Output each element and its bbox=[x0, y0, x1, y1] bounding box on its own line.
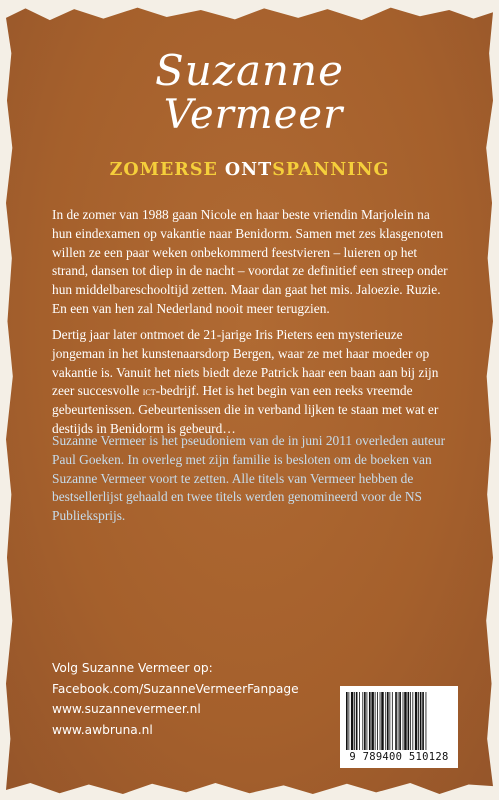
barcode-bar bbox=[367, 692, 368, 750]
barcode-bar bbox=[422, 692, 424, 750]
blurb-paragraph-1: In de zomer van 1988 gaan Nicole en haar beste vriendin Marjolein na hun eindexamen op vakantie naar Benidorm. Samen met zes klasgenoten willen ze een paar weken onbekommerd feestvieren – luieren op het strand, dansen tot diep in de nacht – voordat ze definitief een streep onder hun middelbareschooltijd zetten. Maar dan gaat het mis. Jaloezie. Ruzie. En een van hen zal Nederland nooit meer terugzien. bbox=[52, 207, 448, 316]
follow-heading: Volg Suzanne Vermeer op: bbox=[52, 661, 213, 675]
ict-abbreviation: ict bbox=[142, 384, 156, 399]
barcode-bar bbox=[371, 692, 373, 750]
blurb-paragraph-2 bbox=[52, 326, 452, 439]
author-logo bbox=[0, 48, 499, 136]
barcode-bar bbox=[351, 692, 353, 750]
series-subtitle bbox=[0, 160, 499, 180]
barcode-bar bbox=[364, 692, 366, 750]
barcode-bar bbox=[410, 692, 411, 750]
barcode-bar bbox=[426, 692, 427, 750]
barcode bbox=[340, 686, 458, 768]
barcode-bar bbox=[354, 692, 355, 750]
barcode-bar bbox=[398, 692, 399, 750]
barcode-bar bbox=[369, 692, 371, 750]
barcode-bar bbox=[380, 692, 381, 750]
barcode-bar bbox=[420, 692, 422, 750]
barcode-bar bbox=[346, 692, 348, 750]
subtitle-part-ont: ONT bbox=[224, 160, 273, 180]
barcode-bar bbox=[404, 692, 406, 750]
barcode-bar bbox=[362, 692, 363, 750]
barcode-bar bbox=[408, 692, 410, 750]
barcode-bar bbox=[387, 692, 389, 750]
barcode-bar bbox=[385, 692, 386, 750]
barcode-bar bbox=[359, 692, 360, 750]
author-bio-paragraph: Suzanne Vermeer is het pseudoniem van de in juni 2011 overleden auteur Paul Goeken. In overleg met zijn familie is besloten om de boeken van Suzanne Vermeer voort te zetten. Alle titels van Vermeer hebben de bestsellerlijst gehaald en twee titels werden genomineerd voor de NS Publieksprijs. bbox=[52, 433, 446, 524]
barcode-bar bbox=[381, 692, 383, 750]
barcode-bar bbox=[418, 692, 419, 750]
facebook-link[interactable]: Facebook.com/SuzanneVermeerFanpage bbox=[52, 681, 299, 696]
barcode-bar bbox=[348, 692, 349, 750]
barcode-bar bbox=[377, 692, 378, 750]
barcode-bar bbox=[375, 692, 376, 750]
barcode-bar bbox=[403, 692, 404, 750]
isbn-number: 9 789400 510128 bbox=[349, 751, 449, 763]
barcode-bars bbox=[346, 692, 452, 750]
author-website-link[interactable]: www.suzannevermeer.nl bbox=[52, 702, 201, 717]
barcode-bar bbox=[395, 692, 397, 750]
barcode-bar bbox=[399, 692, 401, 750]
follow-links bbox=[52, 658, 342, 740]
blurb-paragraph-2-end: -bedrijf. Het is het begin van een reeks vreemde gebeurtenissen. Gebeurtenissen die in verband lijken te staan met wat er destijds in Benidorm is gebeurd… bbox=[52, 383, 439, 436]
barcode-bar bbox=[389, 692, 390, 750]
author-last-name: Vermeer bbox=[163, 92, 344, 138]
barcode-bar bbox=[392, 692, 393, 750]
publisher-website-link[interactable]: www.awbruna.nl bbox=[52, 722, 153, 737]
barcode-bar bbox=[415, 692, 417, 750]
subtitle-part-spanning: SPANNING bbox=[272, 160, 390, 180]
barcode-bar bbox=[412, 692, 413, 750]
subtitle-part-zomerse: ZOMERSE bbox=[109, 160, 225, 180]
author-first-name: Suzanne bbox=[155, 46, 344, 95]
blurb-paragraph-2-start: Dertig jaar later ontmoet de 21-jarige Iris Pieters een mysterieuze jongeman in het kunstenaarsdorp Bergen, waar ze met haar moeder op vakantie is. Vanuit het niets biedt deze Patrick haar een baan aan bij zijn zeer succesvolle bbox=[52, 327, 439, 399]
barcode-bar bbox=[356, 692, 358, 750]
